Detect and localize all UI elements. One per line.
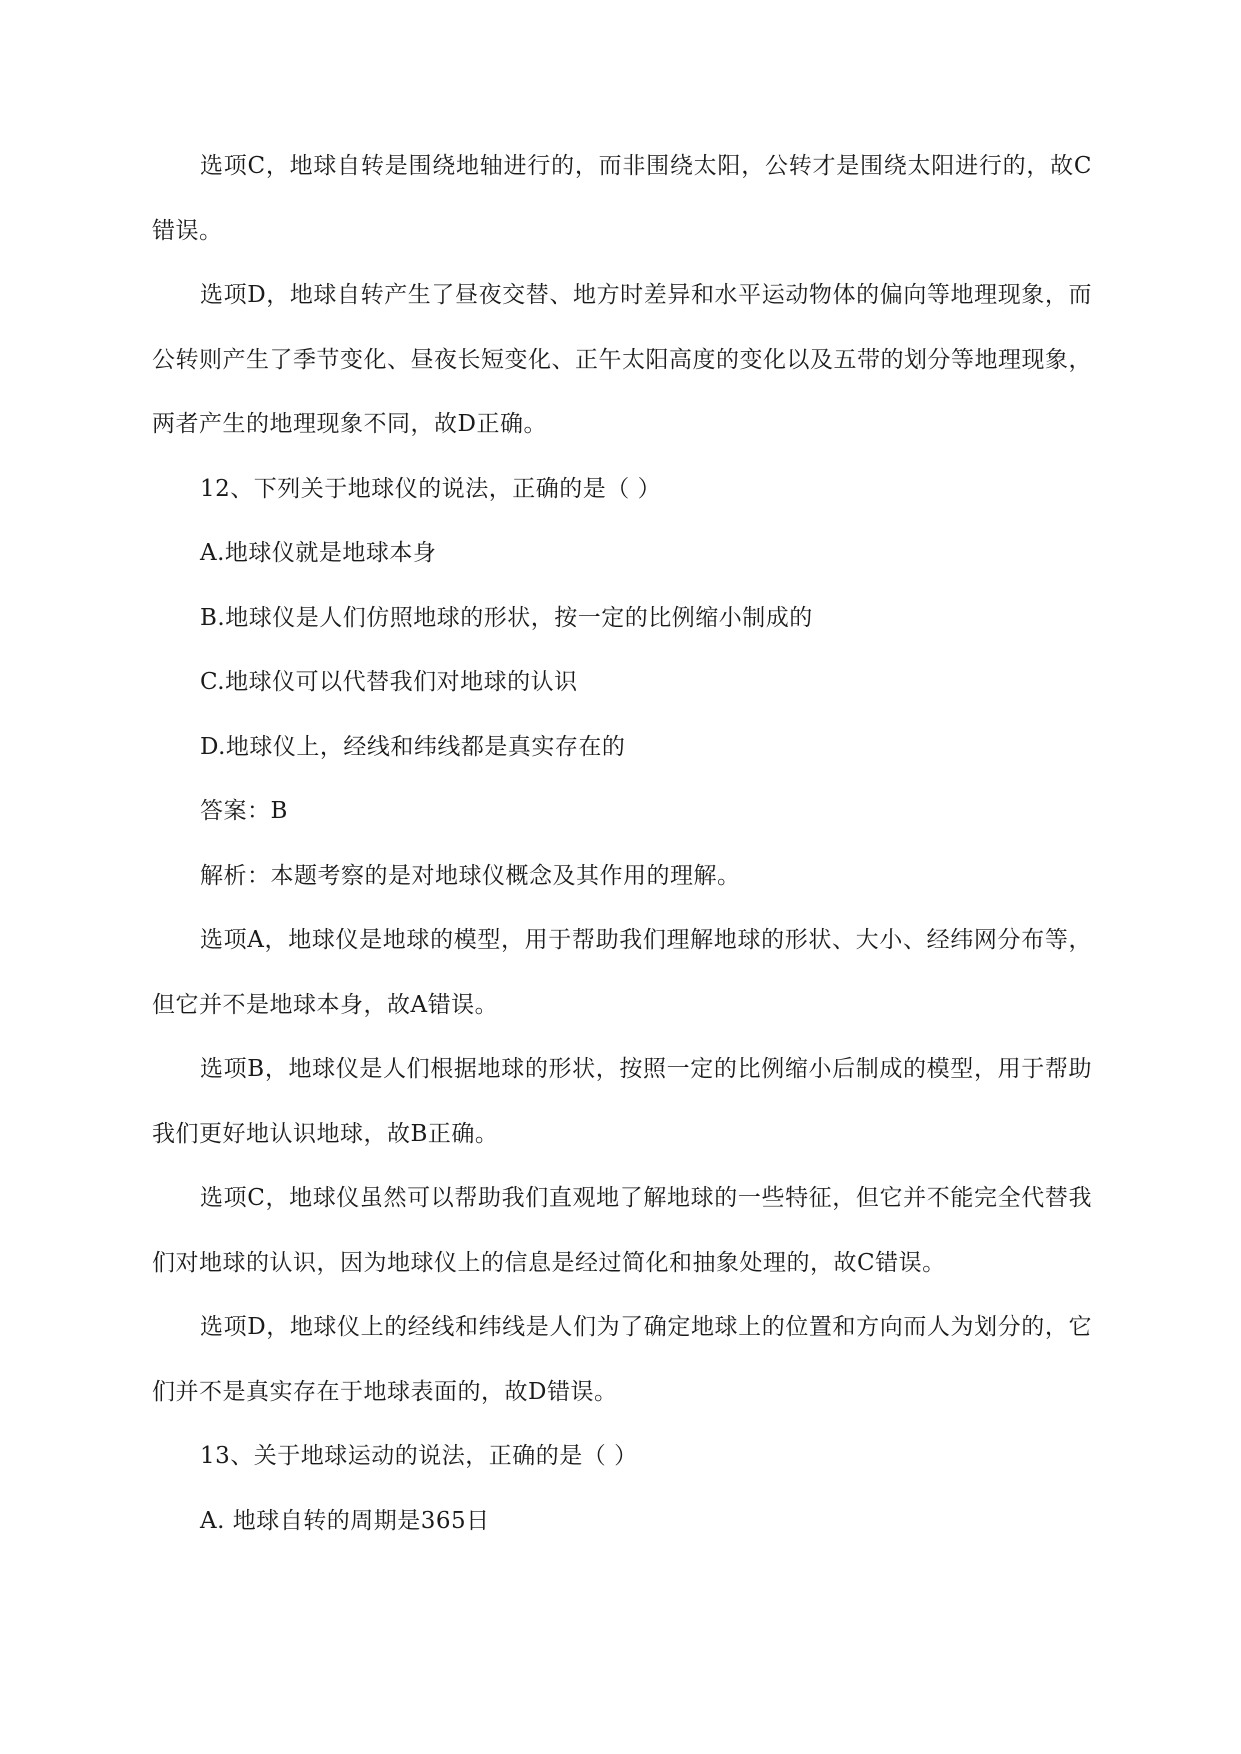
document-body	[152, 134, 1092, 1553]
question-12-option-d: D.地球仪上，经线和纬线都是真实存在的	[200, 733, 626, 760]
question-13-option-a: A. 地球自转的周期是365日	[200, 1507, 490, 1534]
question-12-analysis: 解析：本题考察的是对地球仪概念及其作用的理解。	[200, 862, 741, 889]
question-12-stem: 12、下列关于地球仪的说法，正确的是（ ）	[200, 475, 662, 502]
question-13-stem: 13、关于地球运动的说法，正确的是（ ）	[200, 1443, 638, 1469]
explanation-option-c: 选项C，地球自转是围绕地轴进行的，而非围绕太阳，公转才是围绕太阳进行的，故C错误。	[152, 153, 1092, 244]
question-12-explanation-b: 选项B，地球仪是人们根据地球的形状，按照一定的比例缩小后制成的模型，用于帮助我们更好地认识地球，故B正确。	[152, 1056, 1092, 1147]
question-12-answer: 答案：B	[200, 798, 288, 824]
question-12-explanation-d: 选项D，地球仪上的经线和纬线是人们为了确定地球上的位置和方向而人为划分的，它们并不是真实存在于地球表面的，故D错误。	[152, 1314, 1092, 1405]
question-12-option-a: A.地球仪就是地球本身	[200, 540, 437, 566]
question-12-explanation-a: 选项A，地球仪是地球的模型，用于帮助我们理解地球的形状、大小、经纬网分布等，但它并不是地球本身，故A错误。	[152, 927, 1092, 1018]
question-12-option-b: B.地球仪是人们仿照地球的形状，按一定的比例缩小制成的	[200, 604, 813, 631]
question-12-option-c: C.地球仪可以代替我们对地球的认识	[200, 669, 578, 695]
explanation-option-d: 选项D，地球自转产生了昼夜交替、地方时差异和水平运动物体的偏向等地理现象，而公转则产生了季节变化、昼夜长短变化、正午太阳高度的变化以及五带的划分等地理现象，两者产生的地理现象不同，故D正确。	[152, 282, 1092, 437]
question-12-explanation-c: 选项C，地球仪虽然可以帮助我们直观地了解地球的一些特征，但它并不能完全代替我们对地球的认识，因为地球仪上的信息是经过简化和抽象处理的，故C错误。	[152, 1185, 1092, 1276]
